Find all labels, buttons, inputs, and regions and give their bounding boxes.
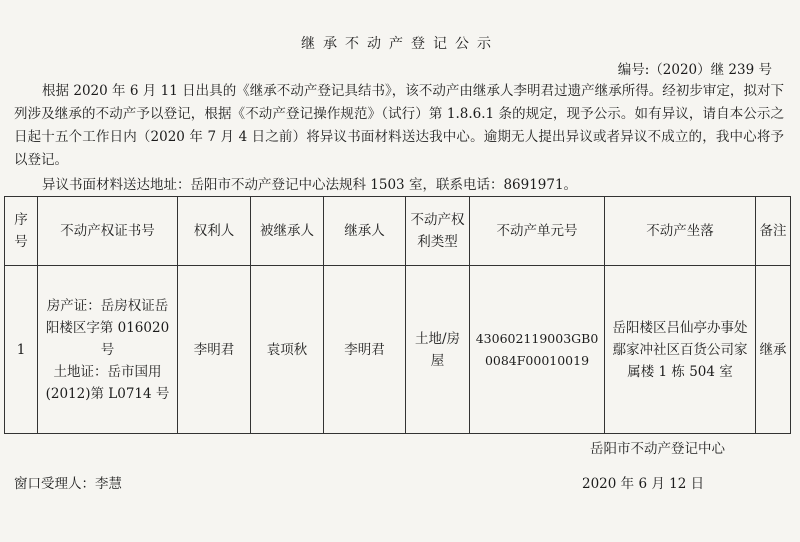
cell-decedent: 袁项秋 (251, 266, 324, 434)
header-decedent: 被继承人 (251, 197, 324, 266)
cell-remark: 继承 (756, 266, 791, 434)
objection-address: 异议书面材料送达地址：岳阳市不动产登记中心法规科 1503 室，联系电话：8691971。 (42, 177, 578, 193)
cell-cert-no (38, 266, 178, 434)
header-heir: 继承人 (324, 197, 406, 266)
document-number: 编号:（2020）继 239 号 (617, 62, 772, 78)
cell-owner: 李明君 (178, 266, 251, 434)
issue-date: 2020 年 6 月 12 日 (582, 476, 705, 492)
header-remark: 备注 (756, 197, 791, 266)
cell-right-type: 土地/房屋 (406, 266, 470, 434)
header-right-type: 不动产权利类型 (406, 197, 470, 266)
cell-unit-no: 430602119003GB00084F00010019 (470, 266, 605, 434)
issuing-organization: 岳阳市不动产登记中心 (590, 441, 725, 457)
notice-body: 根据 2020 年 6 月 11 日出具的《继承不动产登记具结书》，该不动产由继承人李明君过遗产继承所得。经初步审定，拟对下列涉及继承的不动产予以登记，根据《不动产登记操作规范》（试行）第 1.8.6.1 条的规定，现予公示。如有异议，请自本公示之日起十五个工作日内（2020 年 7 月 4 日之前）将异议书面材料送达我中心。逾期无人提出异议或者异议不成立的，我中心将予以登记。 (14, 83, 784, 168)
cell-location: 岳阳楼区吕仙亭办事处鄢家冲社区百货公司家属楼 1 栋 504 室 (605, 266, 756, 434)
header-cert-no: 不动产权证书号 (38, 197, 178, 266)
header-location: 不动产坐落 (605, 197, 756, 266)
cell-heir: 李明君 (324, 266, 406, 434)
land-cert: 土地证：岳市国用(2012)第 L0714 号 (45, 363, 170, 402)
header-seq: 序号 (5, 197, 38, 266)
house-cert: 房产证：岳房权证岳阳楼区字第 016020 号 (45, 297, 170, 358)
notice-title: 继承不动产登记公示 (301, 36, 499, 52)
header-unit-no: 不动产单元号 (470, 197, 605, 266)
header-owner: 权利人 (178, 197, 251, 266)
table-row (5, 266, 791, 434)
table-header-row (5, 197, 791, 266)
registration-table (4, 196, 791, 434)
cell-seq: 1 (5, 266, 38, 434)
window-clerk: 窗口受理人：李慧 (14, 476, 122, 492)
